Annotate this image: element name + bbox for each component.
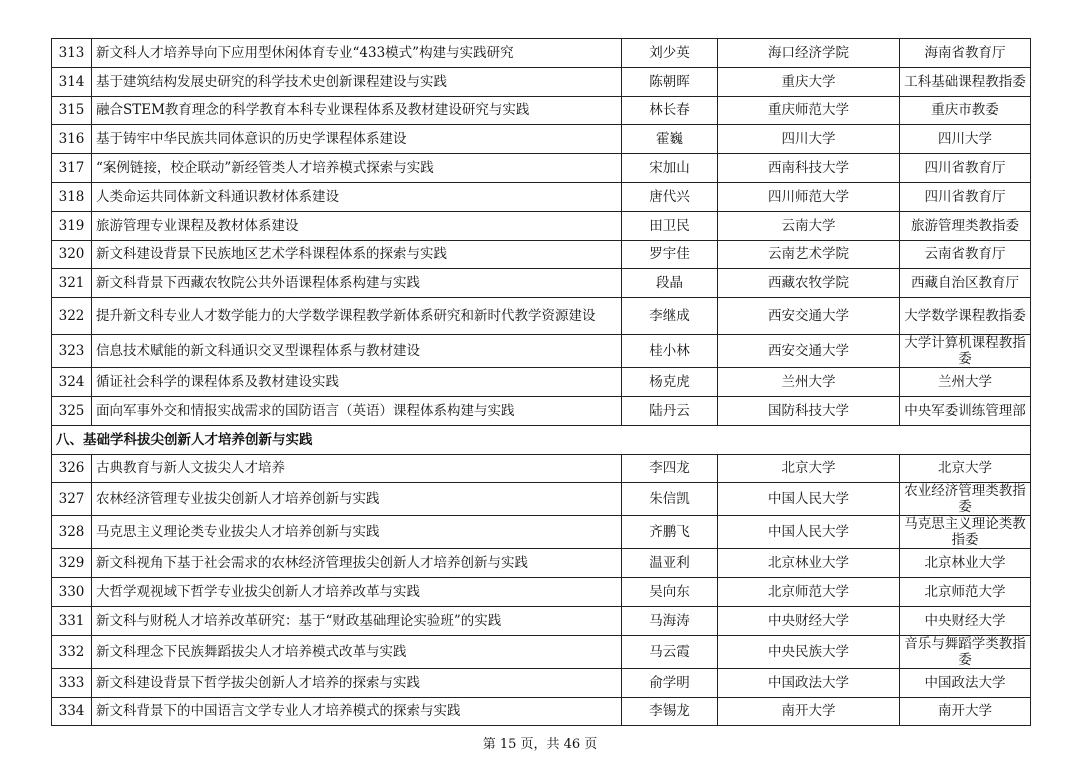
table-row	[52, 635, 1031, 668]
project-leader: 罗宇佳	[622, 240, 718, 269]
row-number: 332	[52, 635, 92, 668]
table-row	[52, 697, 1031, 726]
school-name: 海口经济学院	[718, 39, 900, 68]
table-row	[52, 578, 1031, 607]
recommending-unit: 大学数学课程教指委	[900, 298, 1031, 335]
school-name: 中国人民大学	[718, 483, 900, 516]
project-title: 新文科视角下基于社会需求的农林经济管理拔尖创新人才培养创新与实践	[92, 549, 622, 578]
school-name: 兰州大学	[718, 368, 900, 397]
recommending-unit: 北京大学	[900, 454, 1031, 483]
project-leader: 桂小林	[622, 335, 718, 368]
row-number: 317	[52, 154, 92, 183]
table-body-part-b	[52, 454, 1031, 726]
section-header-row	[52, 425, 1031, 454]
project-title: 大哲学观视域下哲学专业拔尖创新人才培养改革与实践	[92, 578, 622, 607]
table-row	[52, 67, 1031, 96]
table-row	[52, 483, 1031, 516]
recommending-unit: 工科基础课程教指委	[900, 67, 1031, 96]
table-row	[52, 396, 1031, 425]
table-row	[52, 269, 1031, 298]
project-title: 新文科背景下的中国语言文学专业人才培养模式的探索与实践	[92, 697, 622, 726]
row-number: 313	[52, 39, 92, 68]
table-row	[52, 549, 1031, 578]
project-leader: 吴向东	[622, 578, 718, 607]
project-leader: 李四龙	[622, 454, 718, 483]
project-title: 马克思主义理论类专业拔尖人才培养创新与实践	[92, 516, 622, 549]
row-number: 326	[52, 454, 92, 483]
row-number: 314	[52, 67, 92, 96]
project-leader: 陈朝晖	[622, 67, 718, 96]
project-title: 农林经济管理专业拔尖创新人才培养创新与实践	[92, 483, 622, 516]
recommending-unit: 北京林业大学	[900, 549, 1031, 578]
project-leader: 温亚利	[622, 549, 718, 578]
project-title: 新文科理念下民族舞蹈拔尖人才培养模式改革与实践	[92, 635, 622, 668]
project-leader: 杨克虎	[622, 368, 718, 397]
school-name: 国防科技大学	[718, 396, 900, 425]
project-leader: 唐代兴	[622, 182, 718, 211]
project-leader: 刘少英	[622, 39, 718, 68]
row-number: 318	[52, 182, 92, 211]
recommending-unit: 四川省教育厅	[900, 182, 1031, 211]
school-name: 西南科技大学	[718, 154, 900, 183]
table-row	[52, 211, 1031, 240]
recommending-unit: 农业经济管理类教指委	[900, 483, 1031, 516]
row-number: 330	[52, 578, 92, 607]
school-name: 重庆师范大学	[718, 96, 900, 125]
school-name: 重庆大学	[718, 67, 900, 96]
recommending-unit: 音乐与舞蹈学类教指委	[900, 635, 1031, 668]
school-name: 云南大学	[718, 211, 900, 240]
project-title: 融合STEM教育理念的科学教育本科专业课程体系及教材建设研究与实践	[92, 96, 622, 125]
school-name: 中央民族大学	[718, 635, 900, 668]
table-row	[52, 454, 1031, 483]
recommending-unit: 马克思主义理论类教指委	[900, 516, 1031, 549]
row-number: 329	[52, 549, 92, 578]
table-row	[52, 298, 1031, 335]
recommending-unit: 南开大学	[900, 697, 1031, 726]
recommending-unit: 中国政法大学	[900, 668, 1031, 697]
school-name: 中央财经大学	[718, 606, 900, 635]
row-number: 315	[52, 96, 92, 125]
table-row	[52, 668, 1031, 697]
recommending-unit: 大学计算机课程教指委	[900, 335, 1031, 368]
row-number: 320	[52, 240, 92, 269]
row-number: 324	[52, 368, 92, 397]
project-title: “案例链接，校企联动”新经管类人才培养模式探索与实践	[92, 154, 622, 183]
table-row	[52, 125, 1031, 154]
school-name: 云南艺术学院	[718, 240, 900, 269]
table-row	[52, 368, 1031, 397]
project-title: 古典教育与新人文拔尖人才培养	[92, 454, 622, 483]
recommending-unit: 旅游管理类教指委	[900, 211, 1031, 240]
row-number: 328	[52, 516, 92, 549]
row-number: 322	[52, 298, 92, 335]
school-name: 北京大学	[718, 454, 900, 483]
row-number: 327	[52, 483, 92, 516]
table-body-part-a	[52, 39, 1031, 426]
project-title: 基于铸牢中华民族共同体意识的历史学课程体系建设	[92, 125, 622, 154]
table-row	[52, 182, 1031, 211]
table-row	[52, 154, 1031, 183]
recommending-unit: 中央财经大学	[900, 606, 1031, 635]
recommending-unit: 中央军委训练管理部	[900, 396, 1031, 425]
project-title: 循证社会科学的课程体系及教材建设实践	[92, 368, 622, 397]
project-leader: 李继成	[622, 298, 718, 335]
project-leader: 段晶	[622, 269, 718, 298]
project-title: 新文科建设背景下民族地区艺术学科课程体系的探索与实践	[92, 240, 622, 269]
school-name: 西安交通大学	[718, 335, 900, 368]
school-name: 中国人民大学	[718, 516, 900, 549]
recommending-unit: 四川省教育厅	[900, 154, 1031, 183]
school-name: 西藏农牧学院	[718, 269, 900, 298]
row-number: 323	[52, 335, 92, 368]
recommending-unit: 云南省教育厅	[900, 240, 1031, 269]
project-title: 面向军事外交和情报实战需求的国防语言（英语）课程体系构建与实践	[92, 396, 622, 425]
project-leader: 林长春	[622, 96, 718, 125]
row-number: 321	[52, 269, 92, 298]
row-number: 334	[52, 697, 92, 726]
school-name: 南开大学	[718, 697, 900, 726]
project-title: 新文科与财税人才培养改革研究：基于“财政基础理论实验班”的实践	[92, 606, 622, 635]
project-leader: 马海涛	[622, 606, 718, 635]
recommending-unit: 海南省教育厅	[900, 39, 1031, 68]
project-title: 信息技术赋能的新文科通识交叉型课程体系与教材建设	[92, 335, 622, 368]
project-title: 新文科背景下西藏农牧院公共外语课程体系构建与实践	[92, 269, 622, 298]
school-name: 四川师范大学	[718, 182, 900, 211]
row-number: 316	[52, 125, 92, 154]
project-leader: 田卫民	[622, 211, 718, 240]
project-title: 旅游管理专业课程及教材体系建设	[92, 211, 622, 240]
school-name: 四川大学	[718, 125, 900, 154]
project-title: 人类命运共同体新文科通识教材体系建设	[92, 182, 622, 211]
table-row	[52, 335, 1031, 368]
table-row	[52, 96, 1031, 125]
project-leader: 俞学明	[622, 668, 718, 697]
recommending-unit: 北京师范大学	[900, 578, 1031, 607]
recommending-unit: 兰州大学	[900, 368, 1031, 397]
row-number: 325	[52, 396, 92, 425]
project-leader: 朱信凯	[622, 483, 718, 516]
row-number: 333	[52, 668, 92, 697]
school-name: 北京师范大学	[718, 578, 900, 607]
recommending-unit: 四川大学	[900, 125, 1031, 154]
table-row	[52, 516, 1031, 549]
school-name: 北京林业大学	[718, 549, 900, 578]
project-leader: 陆丹云	[622, 396, 718, 425]
table-section	[52, 425, 1031, 454]
project-title: 提升新文科专业人才数学能力的大学数学课程教学新体系研究和新时代教学资源建设	[92, 298, 622, 335]
project-title: 基于建筑结构发展史研究的科学技术史创新课程建设与实践	[92, 67, 622, 96]
table-row	[52, 606, 1031, 635]
recommending-unit: 重庆市教委	[900, 96, 1031, 125]
school-name: 中国政法大学	[718, 668, 900, 697]
project-leader: 霍巍	[622, 125, 718, 154]
project-leader: 齐鹏飞	[622, 516, 718, 549]
page-footer: 第 15 页，共 46 页	[482, 737, 598, 752]
project-leader: 宋加山	[622, 154, 718, 183]
row-number: 319	[52, 211, 92, 240]
project-title: 新文科建设背景下哲学拔尖创新人才培养的探索与实践	[92, 668, 622, 697]
project-leader: 马云霞	[622, 635, 718, 668]
project-leader: 李锡龙	[622, 697, 718, 726]
recommending-unit: 西藏自治区教育厅	[900, 269, 1031, 298]
section-title: 八、基础学科拔尖创新人才培养创新与实践	[52, 425, 1031, 454]
project-table	[51, 38, 1031, 726]
school-name: 西安交通大学	[718, 298, 900, 335]
table-row	[52, 39, 1031, 68]
project-title: 新文科人才培养导向下应用型休闲体育专业“433模式”构建与实践研究	[92, 39, 622, 68]
table-row	[52, 240, 1031, 269]
row-number: 331	[52, 606, 92, 635]
